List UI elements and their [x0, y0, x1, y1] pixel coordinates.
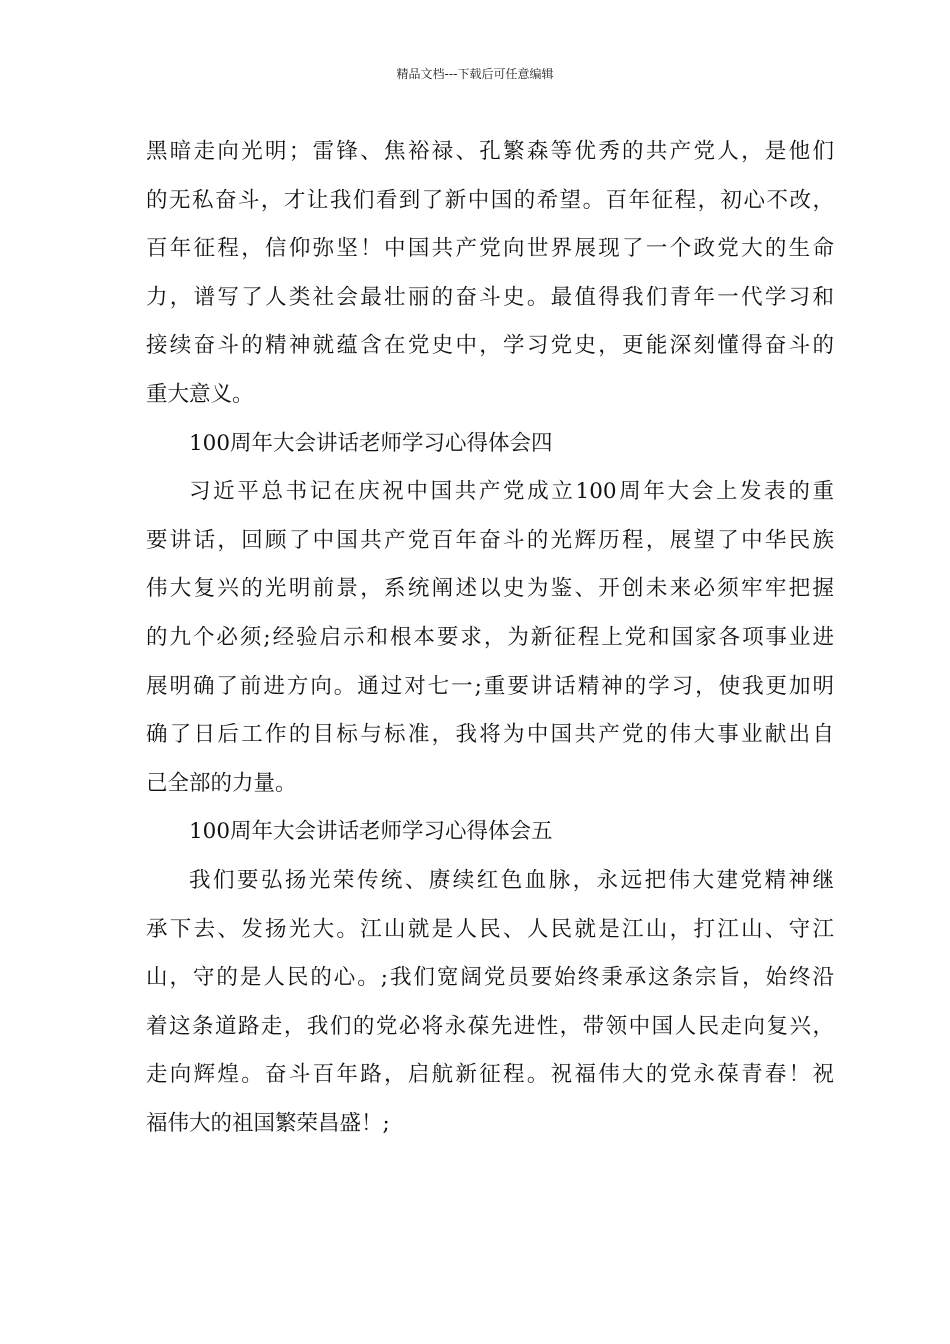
text-line: 山，守的是人民的心。;我们宽阔党员要始终秉承这条宗旨，始终沿	[146, 965, 834, 991]
text-line: 重大意义。	[146, 381, 254, 407]
text-line: 习近平总书记在庆祝中国共产党成立100周年大会上发表的重	[189, 479, 834, 505]
text-line: 确了日后工作的目标与标准，我将为中国共产党的伟大事业献出自	[146, 722, 834, 748]
text-line: 的九个必须;经验启示和根本要求，为新征程上党和国家各项事业进	[146, 624, 834, 650]
text-line: 我们要弘扬光荣传统、赓续红色血脉，永远把伟大建党精神继	[189, 867, 834, 893]
text-line: 的无私奋斗，才让我们看到了新中国的希望。百年征程，初心不改，	[146, 187, 834, 213]
text-line: 展明确了前进方向。通过对七一;重要讲话精神的学习，使我更加明	[146, 673, 834, 699]
text-line: 要讲话，回顾了中国共产党百年奋斗的光辉历程，展望了中华民族	[146, 527, 834, 553]
text-line: 伟大复兴的光明前景，系统阐述以史为鉴、开创未来必须牢牢把握	[146, 576, 834, 602]
text-line: 接续奋斗的精神就蕴含在党史中，学习党史，更能深刻懂得奋斗的	[146, 333, 834, 359]
section-heading: 100周年大会讲话老师学习心得体会五	[189, 819, 553, 845]
document-body	[146, 128, 834, 1148]
text-line: 走向辉煌。奋斗百年路，启航新征程。祝福伟大的党永葆青春！祝	[146, 1062, 834, 1088]
page-header: 精品文档---下载后可任意编辑	[396, 67, 554, 81]
text-line: 福伟大的祖国繁荣昌盛！;	[146, 1110, 390, 1136]
text-line: 黑暗走向光明；雷锋、焦裕禄、孔繁森等优秀的共产党人，是他们	[146, 139, 834, 164]
text-line: 承下去、发扬光大。江山就是人民、人民就是江山，打江山、守江	[146, 916, 834, 942]
text-line: 己全部的力量。	[146, 770, 297, 796]
text-line: 力，谱写了人类社会最壮丽的奋斗史。最值得我们青年一代学习和	[146, 284, 834, 310]
section-heading: 100周年大会讲话老师学习心得体会四	[189, 430, 553, 456]
text-line: 百年征程，信仰弥坚！中国共产党向世界展现了一个政党大的生命	[146, 236, 834, 262]
text-line: 着这条道路走，我们的党必将永葆先进性，带领中国人民走向复兴，	[146, 1013, 834, 1039]
